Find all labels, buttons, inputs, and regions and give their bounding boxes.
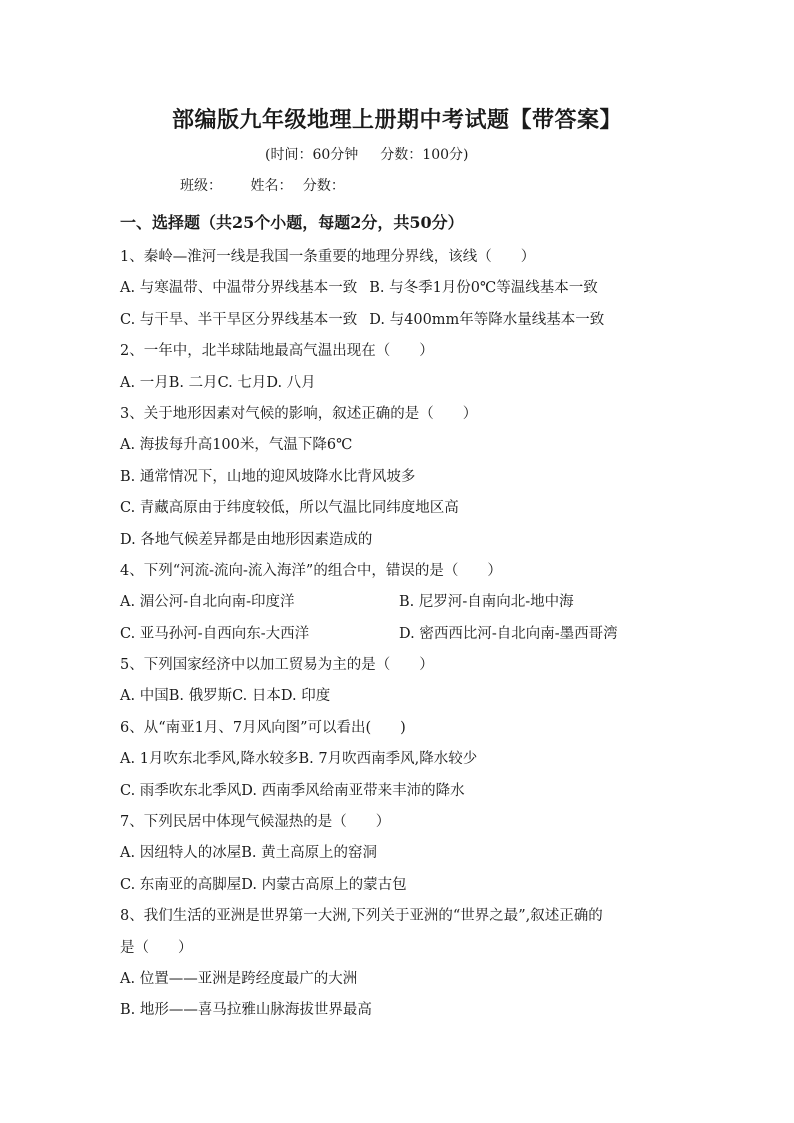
option-d: D. 密西西比河-自北向南-墨西哥湾 bbox=[399, 625, 618, 642]
option-d: D. 印度 bbox=[280, 688, 331, 705]
question-8-option-a: A. 位置——亚洲是跨经度最广的大洲 bbox=[120, 970, 358, 987]
question-3-option-c: C. 青藏高原由于纬度较低，所以气温比同纬度地区高 bbox=[120, 500, 459, 517]
option-a: A. 与寒温带、中温带分界线基本一致 bbox=[120, 280, 358, 297]
question-6-options-cd: C. 雨季吹东北季风D. 西南季风给南亚带来丰沛的降水 bbox=[120, 782, 465, 799]
option-b: B. 尼罗河-自南向北-地中海 bbox=[399, 594, 574, 611]
option-b: B. 俄罗斯 bbox=[168, 688, 233, 705]
question-1-options-ab bbox=[120, 277, 680, 308]
question-list bbox=[120, 246, 680, 1031]
option-b: B. 与冬季1月份0℃等温线基本一致 bbox=[369, 280, 598, 297]
exam-meta bbox=[265, 144, 490, 164]
question-7-options-ab: A. 因纽特人的冰屋B. 黄土高原上的窑洞 bbox=[120, 845, 378, 862]
option-d: D. 与400mm年等降水量线基本一致 bbox=[369, 311, 605, 328]
question-6-options-ab: A. 1月吹东北季风,降水较多B. 7月吹西南季风,降水较少 bbox=[120, 751, 478, 768]
question-7-options-cd: C. 东南亚的高脚屋D. 内蒙古高原上的蒙古包 bbox=[120, 876, 407, 893]
section-title: 一、选择题（共25个小题，每题2分，共50分） bbox=[120, 213, 464, 232]
question-3-stem: 3、关于地形因素对气候的影响，叙述正确的是（ ） bbox=[120, 405, 478, 422]
question-7-stem: 7、下列民居中体现气候湿热的是（ ） bbox=[120, 814, 391, 831]
class-label: 班级： bbox=[180, 178, 222, 194]
question-8-option-b: B. 地形——喜马拉雅山脉海拔世界最高 bbox=[120, 1002, 372, 1019]
option-c: C. 与干旱、半干旱区分界线基本一致 bbox=[120, 311, 358, 328]
question-3-option-d: D. 各地气候差异都是由地形因素造成的 bbox=[120, 531, 373, 548]
name-label: 姓名： bbox=[250, 178, 293, 194]
question-2-options: A. 一月B. 二月C. 七月D. 八月 bbox=[120, 374, 316, 391]
question-1-options-cd bbox=[120, 309, 680, 340]
score-info: 分数：100分) bbox=[380, 147, 469, 163]
student-info-line bbox=[180, 175, 369, 195]
exam-title: 部编版九年级地理上册期中考试题【带答案】 bbox=[171, 107, 622, 133]
question-2-stem: 2、一年中，北半球陆地最高气温出现在（ ） bbox=[120, 343, 434, 360]
question-6-stem: 6、从“南亚1月、7月风向图”可以看出( ) bbox=[120, 719, 406, 736]
question-3-option-b: B. 通常情况下，山地的迎风坡降水比背风坡多 bbox=[120, 468, 416, 485]
question-3-option-a: A. 海拔每升高100米，气温下降6℃ bbox=[120, 437, 353, 454]
question-5-stem: 5、下列国家经济中以加工贸易为主的是（ ） bbox=[120, 657, 434, 674]
question-4-options-ab bbox=[120, 591, 680, 622]
question-4-stem: 4、下列“河流-流向-流入海洋”的组合中，错误的是（ ） bbox=[120, 562, 502, 579]
question-5-options bbox=[120, 685, 680, 716]
time-info: (时间：60分钟 bbox=[265, 147, 359, 163]
question-1-stem: 1、秦岭—淮河一线是我国一条重要的地理分界线，该线（ ） bbox=[120, 249, 536, 265]
score-label: 分数： bbox=[302, 178, 345, 194]
question-8-stem-cont: 是（ ） bbox=[120, 939, 193, 956]
option-c: C. 日本 bbox=[232, 688, 281, 705]
question-8-stem: 8、我们生活的亚洲是世界第一大洲,下列关于亚洲的“世界之最”,叙述正确的 bbox=[120, 908, 603, 925]
option-a: A. 中国 bbox=[120, 688, 169, 705]
option-c: C. 亚马孙河-自西向东-大西洋 bbox=[120, 625, 310, 642]
question-4-options-cd bbox=[120, 623, 680, 654]
option-a: A. 湄公河-自北向南-印度洋 bbox=[120, 594, 295, 611]
